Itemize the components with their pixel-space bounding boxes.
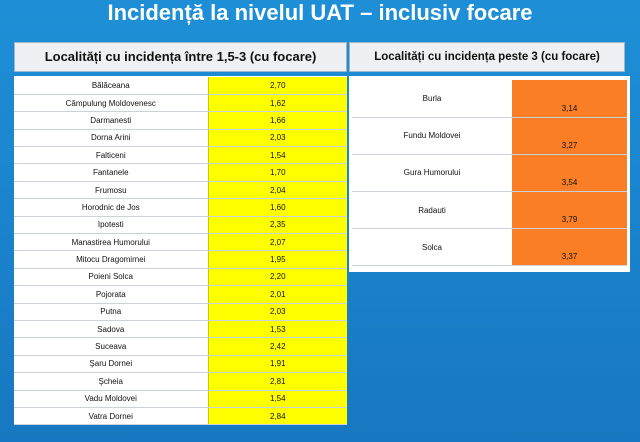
locality-name: Burla — [352, 80, 512, 117]
incidence-value: 2,20 — [208, 268, 347, 285]
page-title: Incidență la nivelul UAT – inclusiv focare — [107, 0, 533, 25]
locality-name: Vatra Dornei — [14, 407, 208, 424]
incidence-value: 3,14 — [512, 80, 627, 117]
incidence-value: 1,95 — [208, 251, 347, 268]
locality-name: Fantanele — [14, 164, 208, 181]
incidence-value: 2,07 — [208, 234, 347, 251]
locality-name: Vadu Moldovei — [14, 390, 208, 407]
incidence-value: 2,84 — [208, 407, 347, 424]
locality-name: Şcheia — [14, 373, 208, 390]
table-row — [14, 320, 347, 337]
table-row — [14, 303, 347, 320]
locality-name: Poieni Solca — [14, 268, 208, 285]
left-table-panel — [14, 76, 347, 424]
incidence-value: 2,03 — [208, 303, 347, 320]
locality-name: Falticeni — [14, 147, 208, 164]
table-row — [14, 129, 347, 146]
incidence-value: 1,91 — [208, 355, 347, 372]
incidence-value: 3,27 — [512, 117, 627, 154]
incidence-value: 2,03 — [208, 129, 347, 146]
locality-name: Suceava — [14, 338, 208, 355]
locality-name: Mitocu Dragomirnei — [14, 251, 208, 268]
table-row — [352, 229, 627, 266]
table-row — [14, 216, 347, 233]
table-row — [14, 338, 347, 355]
table-row — [14, 199, 347, 216]
table-row — [14, 94, 347, 111]
locality-name: Horodnic de Jos — [14, 199, 208, 216]
table-row — [352, 154, 627, 191]
incidence-value: 2,04 — [208, 181, 347, 198]
incidence-value: 2,42 — [208, 338, 347, 355]
locality-name: Dorna Arini — [14, 129, 208, 146]
table-row — [14, 181, 347, 198]
locality-name: Manastirea Humorului — [14, 234, 208, 251]
incidence-value: 2,70 — [208, 77, 347, 94]
incidence-value: 1,70 — [208, 164, 347, 181]
table-row — [14, 251, 347, 268]
right-table-header: Localități cu incidența peste 3 (cu focare) — [349, 42, 625, 72]
table-row — [14, 373, 347, 390]
locality-name: Sadova — [14, 320, 208, 337]
right-table-panel — [349, 76, 630, 272]
left-incidence-table — [14, 77, 347, 425]
table-row — [14, 164, 347, 181]
incidence-value: 1,54 — [208, 147, 347, 164]
table-row — [352, 117, 627, 154]
incidence-value: 3,37 — [512, 229, 627, 266]
left-table-header: Localități cu incidența între 1,5-3 (cu focare) — [14, 42, 347, 72]
locality-name: Darmanesti — [14, 112, 208, 129]
locality-name: Bălăceana — [14, 77, 208, 94]
table-row — [14, 390, 347, 407]
incidence-value: 1,66 — [208, 112, 347, 129]
table-row — [14, 355, 347, 372]
locality-name: Şaru Dornei — [14, 355, 208, 372]
incidence-value: 2,81 — [208, 373, 347, 390]
table-row — [14, 234, 347, 251]
incidence-value: 1,54 — [208, 390, 347, 407]
locality-name: Frumosu — [14, 181, 208, 198]
right-incidence-table — [352, 80, 627, 266]
table-row — [14, 147, 347, 164]
incidence-value: 2,01 — [208, 286, 347, 303]
table-row — [14, 286, 347, 303]
incidence-value: 3,79 — [512, 192, 627, 229]
table-row — [14, 112, 347, 129]
incidence-value: 3,54 — [512, 154, 627, 191]
incidence-value: 1,53 — [208, 320, 347, 337]
incidence-value: 1,62 — [208, 94, 347, 111]
locality-name: Ipotesti — [14, 216, 208, 233]
table-row — [352, 192, 627, 229]
incidence-value: 1,60 — [208, 199, 347, 216]
locality-name: Câmpulung Moldovenesc — [14, 94, 208, 111]
table-row — [14, 407, 347, 424]
locality-name: Radauti — [352, 192, 512, 229]
table-row — [352, 80, 627, 117]
locality-name: Putna — [14, 303, 208, 320]
locality-name: Solca — [352, 229, 512, 266]
locality-name: Fundu Moldovei — [352, 117, 512, 154]
incidence-value: 2,35 — [208, 216, 347, 233]
locality-name: Pojorata — [14, 286, 208, 303]
table-row — [14, 77, 347, 94]
table-row — [14, 268, 347, 285]
locality-name: Gura Humorului — [352, 154, 512, 191]
